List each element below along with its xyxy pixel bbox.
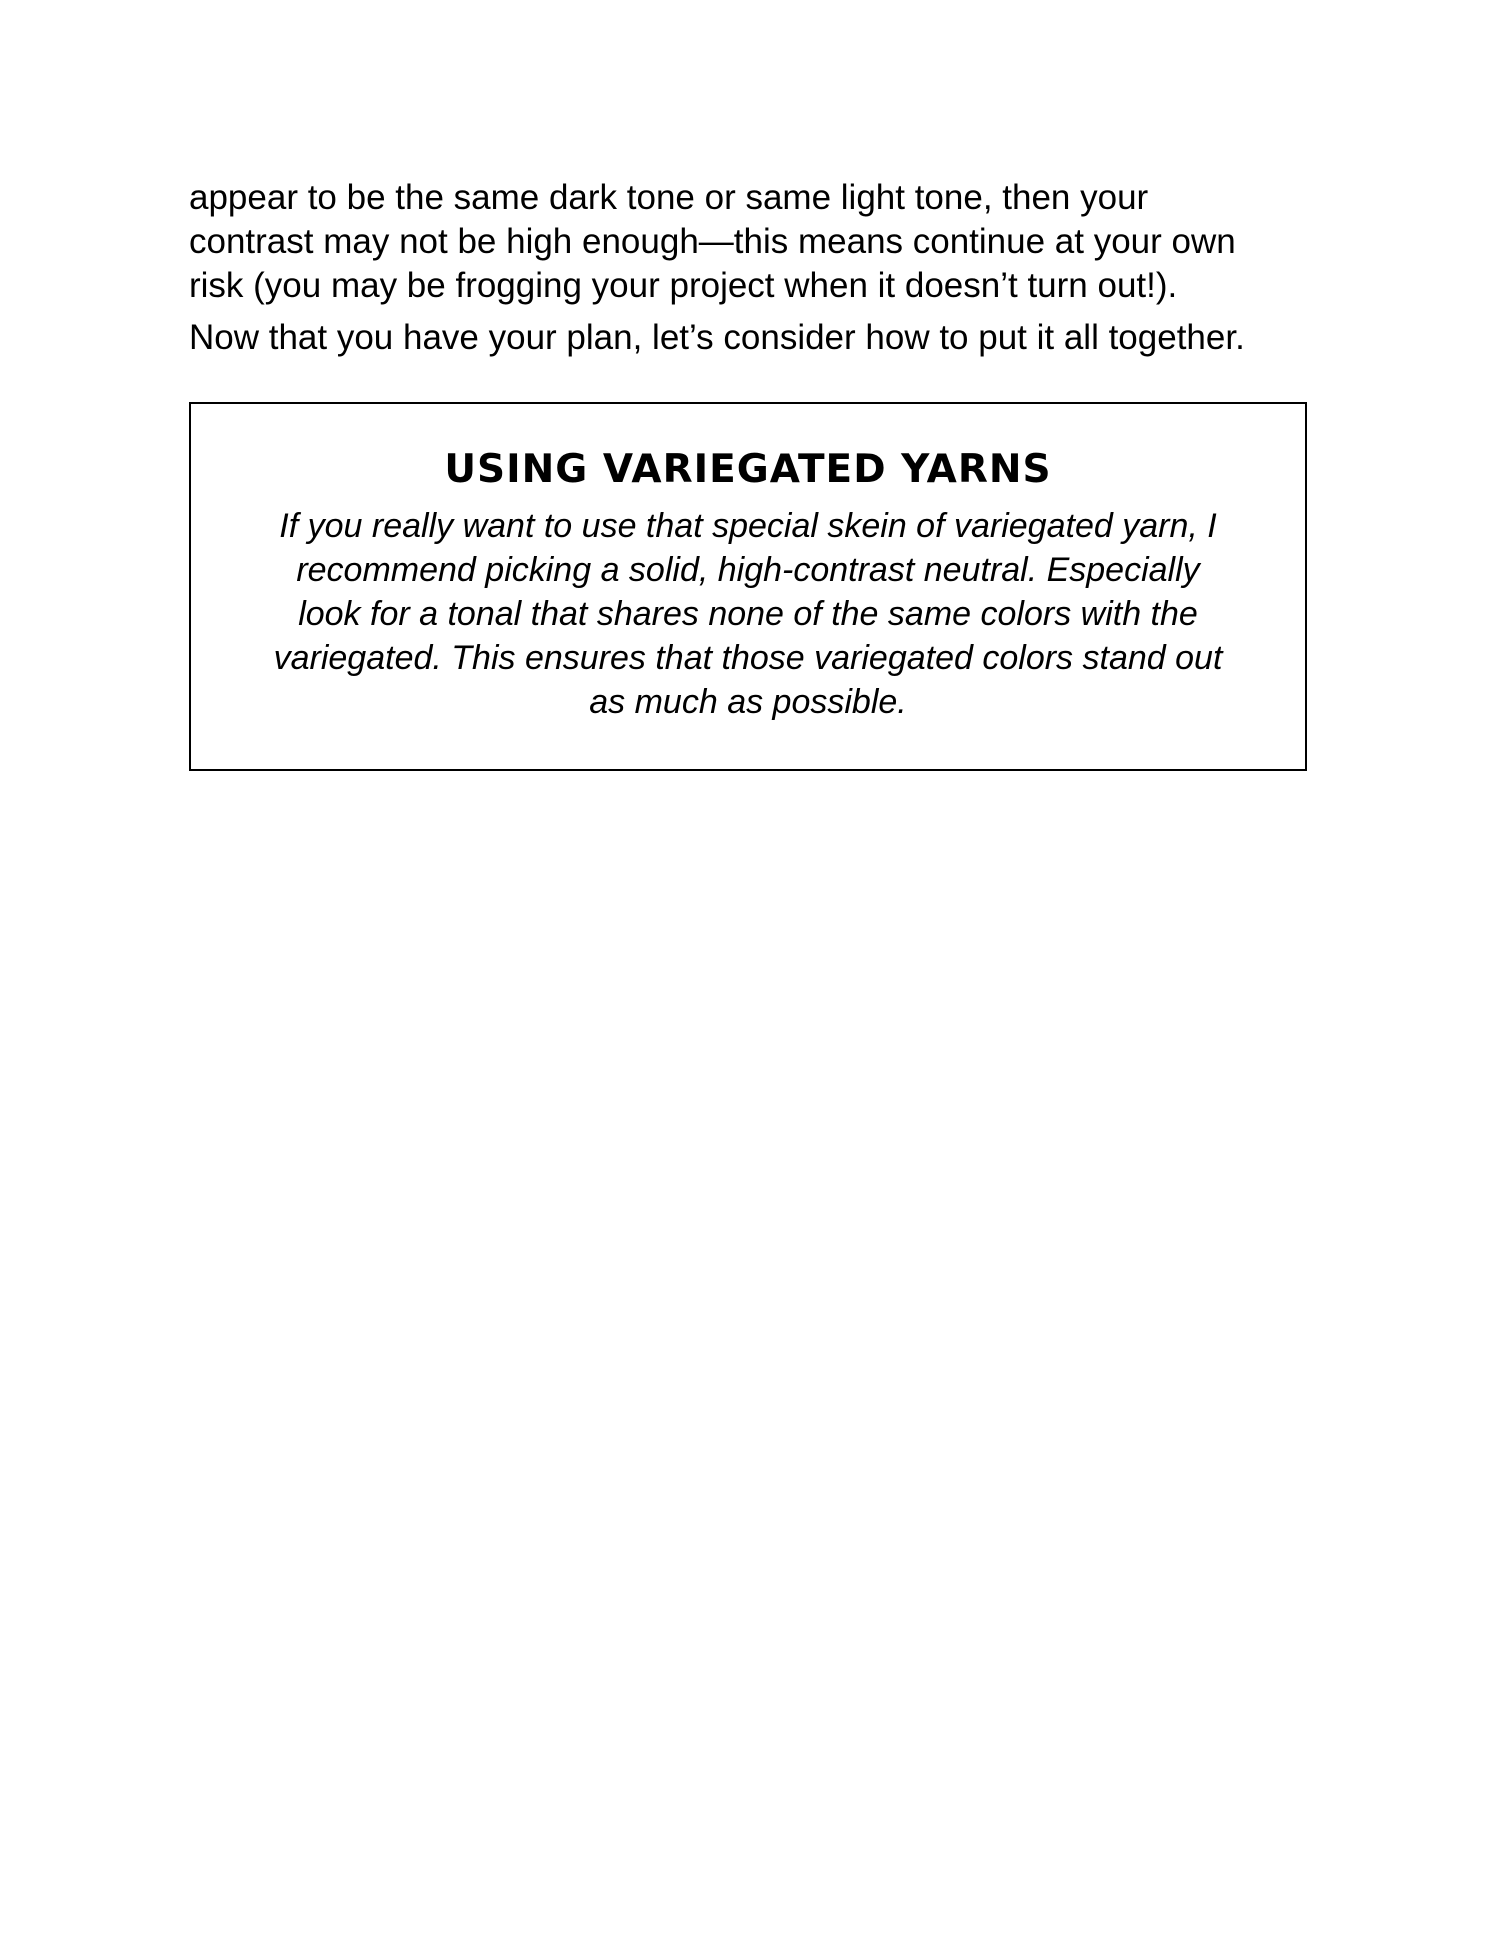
- sidebar-box: [189, 402, 1307, 771]
- paragraph-line: risk (you may be frogging your project when it doesn’t turn out!).: [189, 266, 1178, 305]
- sidebar-body: [211, 504, 1285, 724]
- sidebar-line: If you really want to use that special skein of variegated yarn, I: [279, 507, 1217, 545]
- body-paragraph-1: [189, 176, 1329, 308]
- sidebar-title: USING VARIEGATED YARNS: [444, 447, 1052, 492]
- sidebar-line: recommend picking a solid, high-contrast neutral. Especially: [296, 551, 1200, 589]
- paragraph-line: Now that you have your plan, let’s consider how to put it all together.: [189, 318, 1245, 357]
- sidebar-line: as much as possible.: [589, 683, 907, 721]
- sidebar-line: look for a tonal that shares none of the same colors with the: [298, 595, 1198, 633]
- paragraph-line: appear to be the same dark tone or same light tone, then your: [189, 178, 1149, 217]
- paragraph-line: contrast may not be high enough—this means continue at your own: [189, 222, 1236, 261]
- sidebar-line: variegated. This ensures that those variegated colors stand out: [273, 639, 1223, 677]
- body-paragraph-2: [189, 316, 1329, 360]
